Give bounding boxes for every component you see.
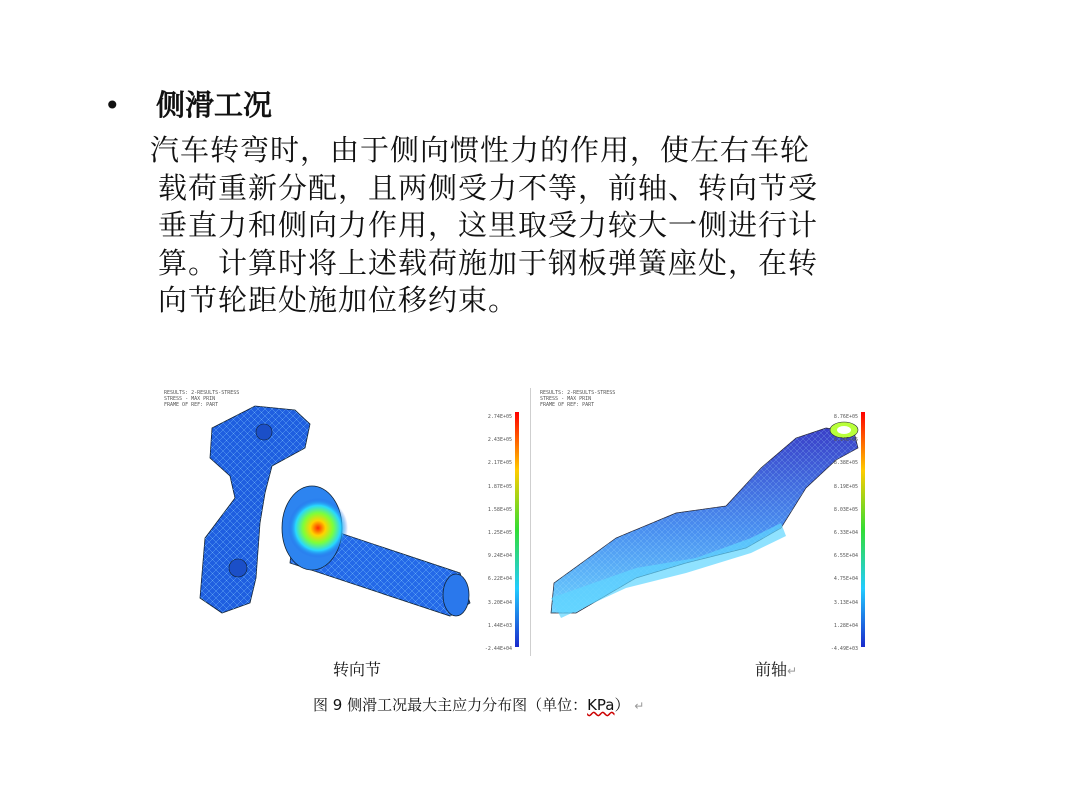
legend-tick-label: 9.24E+04 xyxy=(487,553,512,560)
paragraph-line: 垂直力和侧向力作用，这里取受力较大一侧进行计 xyxy=(158,208,819,242)
legend-tick-label: 1.44E+03 xyxy=(487,622,512,629)
return-mark-icon: ↵ xyxy=(787,664,798,678)
legend-tick-label: 3.13E+04 xyxy=(833,599,858,606)
legend-tick-label: -2.44E+04 xyxy=(484,646,512,652)
body-paragraph xyxy=(150,132,950,320)
legend-tick-label: 8.19E+05 xyxy=(833,483,858,490)
legend-tick-label: 2.17E+05 xyxy=(487,460,512,467)
knuckle-stress-plot xyxy=(160,388,530,656)
axle-stress-plot xyxy=(536,388,876,656)
legend-tick-label: 1.28E+04 xyxy=(833,622,858,629)
front-axle-label-text: 前轴 xyxy=(755,660,788,679)
legend-tick-label: 1.87E+05 xyxy=(487,483,512,490)
bullet-dot: • xyxy=(104,89,121,122)
legend-tick-label: 8.38E+05 xyxy=(833,460,858,467)
analysis-header-text: RESULTS: 2-RESULTS-STRESS STRESS - MAX PRIN FRAME OF REF: PART xyxy=(164,390,240,408)
paragraph-line: 汽车转弯时，由于侧向惯性力的作用，使左右车轮 xyxy=(150,133,811,167)
caption-main-text: 图 9 侧滑工况最大主应力分布图（单位： xyxy=(313,696,588,714)
steering-knuckle-label: 转向节 xyxy=(333,660,382,679)
paragraph-line: 载荷重新分配，且两侧受力不等，前轴、转向节受 xyxy=(158,170,819,205)
color-legend-bar xyxy=(515,412,519,647)
legend-tick-label: 8.76E+05 xyxy=(833,414,858,420)
section-heading: 侧滑工况 xyxy=(156,88,273,122)
color-legend-bar xyxy=(861,412,865,647)
caption-end-text: ） xyxy=(614,696,630,714)
legend-tick-label: 4.75E+04 xyxy=(833,576,858,583)
legend-tick-label: 6.22E+04 xyxy=(487,576,512,583)
paragraph-line: 算。计算时将上述载荷施加于钢板弹簧座处，在转 xyxy=(158,245,819,280)
legend-tick-label: 1.58E+05 xyxy=(487,506,512,513)
legend-tick-label: 2.43E+05 xyxy=(487,437,512,444)
front-axle-image xyxy=(536,388,876,656)
legend-tick-label: 6.33E+04 xyxy=(833,530,858,536)
caption-unit: KPa xyxy=(587,696,615,714)
figure-caption xyxy=(313,694,644,715)
front-axle-label xyxy=(755,657,797,680)
legend-tick-label: 2.74E+05 xyxy=(487,414,512,420)
legend-tick-label: 1.25E+05 xyxy=(487,530,512,536)
legend-tick-label: 8.14E+05 xyxy=(833,437,858,444)
legend-tick-label: -4.49E+03 xyxy=(830,646,858,652)
steering-knuckle-image xyxy=(160,388,531,656)
paragraph-line: 向节轮距处施加位移约束。 xyxy=(158,283,519,317)
return-mark-icon: ↵ xyxy=(634,699,645,713)
legend-tick-label: 8.03E+05 xyxy=(833,506,858,513)
analysis-header-text: RESULTS: 2-RESULTS-STRESS STRESS - MAX PRIN FRAME OF REF: PART xyxy=(540,390,616,408)
legend-tick-label: 3.20E+04 xyxy=(487,599,512,606)
legend-tick-label: 6.55E+04 xyxy=(833,553,858,560)
stress-figure xyxy=(160,388,880,663)
